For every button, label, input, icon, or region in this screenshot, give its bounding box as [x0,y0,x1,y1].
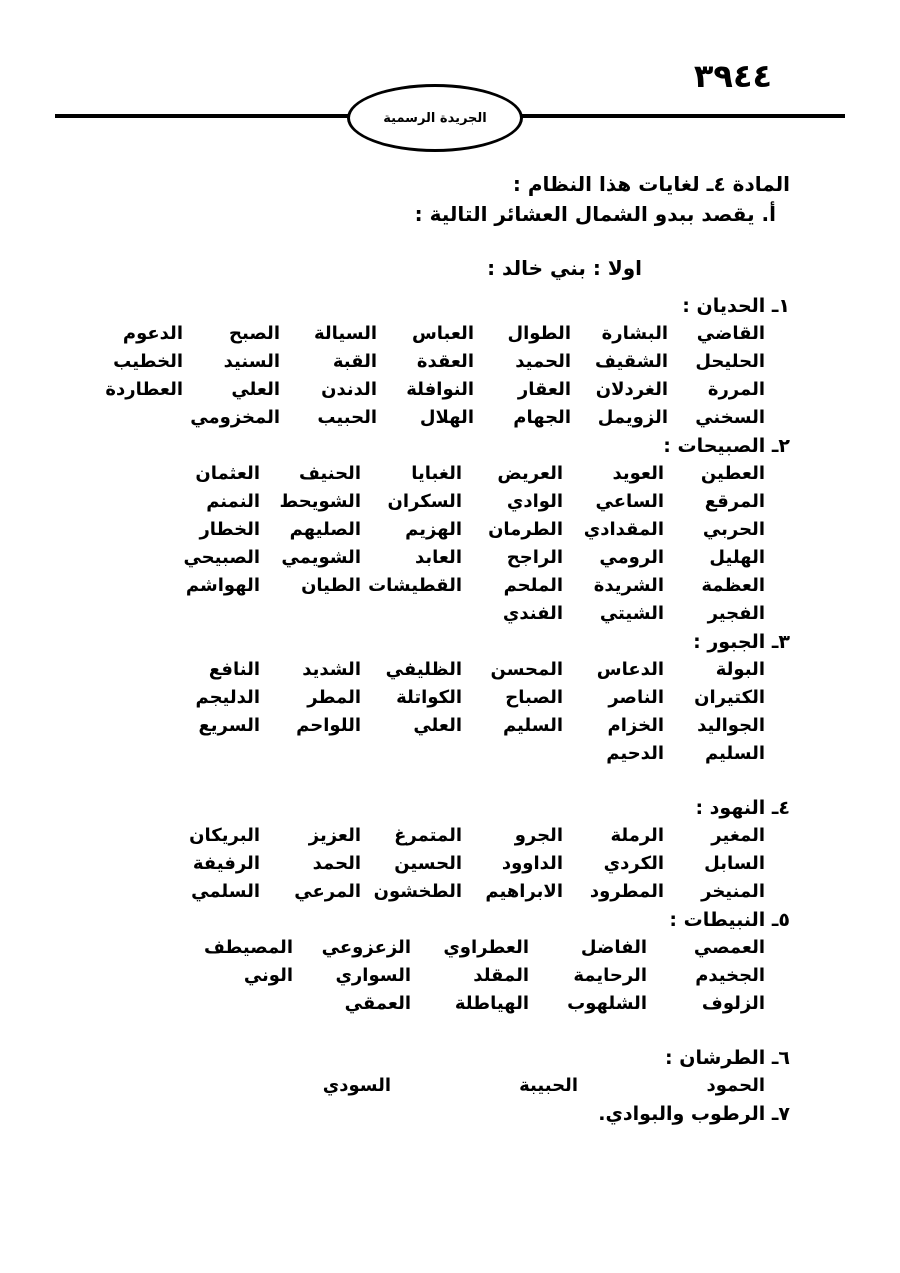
tribe-section [0,432,900,628]
names-row [0,572,765,600]
section-title: ٧ـ الرطوب والبوادي. [598,1103,790,1125]
tribe-name: الجخيدم [695,965,765,986]
tribe-name: الملحم [503,575,563,596]
clause-text: أ. يقصد ببدو الشمال العشائر التالية : [414,202,776,226]
tribe-name: السودي [322,1075,391,1096]
tribe-section [0,1044,900,1100]
tribe-name: المطرود [589,881,664,902]
tribe-name: الشلهوب [567,993,647,1014]
tribe-name: القاضي [696,323,765,344]
tribe-name: النافع [208,659,260,680]
tribe-name: العظمة [701,575,765,596]
tribe-name: الفاضل [580,937,647,958]
names-row [0,488,765,516]
tribe-name: الرملة [610,825,664,846]
tribe-name: السلمي [191,881,260,902]
tribe-name: الابراهيم [485,881,563,902]
tribe-name: المرقع [704,491,765,512]
tribe-name: الرفيفة [192,853,260,874]
tribe-name: السنيد [223,351,280,372]
tribe-name: المررة [707,379,765,400]
tribe-name: الوادي [506,491,563,512]
tribe-name: الشويمي [281,547,361,568]
section-title: ٤ـ النهود : [695,797,790,819]
names-row [0,822,765,850]
article-heading: المادة ٤ـ لغايات هذا النظام : [512,172,790,196]
tribe-name: الخطار [199,519,260,540]
tribe-name: اللواحم [296,715,361,736]
names-row [0,1072,765,1100]
tribe-name: الراجح [506,547,563,568]
tribe-name: المقلد [473,965,529,986]
tribe-name: السواري [335,965,411,986]
names-row [0,990,765,1018]
tribe-section [0,292,900,432]
tribe-name: البريكان [189,825,260,846]
names-row [0,656,765,684]
tribe-section [0,1100,900,1128]
tribe-name: السابل [704,853,765,874]
tribe-section [0,906,900,1018]
tribe-name: الدعوم [122,323,183,344]
tribe-name: الرحايمة [573,965,647,986]
tribe-name: الحمد [312,853,361,874]
tribe-name: العويد [612,463,664,484]
tribe-name: الساعي [595,491,664,512]
tribe-name: المخزومي [190,407,280,428]
tribe-name: الهواشم [185,575,260,596]
names-row [0,516,765,544]
tribe-name: السخني [695,407,765,428]
tribe-name: الدحيم [606,743,664,764]
names-row [0,320,765,348]
page-number: ٣٩٤٤ [693,57,772,95]
tribe-name: الحمود [706,1075,765,1096]
tribe-name: الشويحط [279,491,361,512]
tribe-name: العقدة [416,351,474,372]
tribe-name: الزعزوعي [321,937,411,958]
page-header [0,0,900,162]
tribe-name: الفندي [502,603,563,624]
names-row [0,404,765,432]
tribe-name: الشديد [302,659,361,680]
tribe-name: الشيتي [599,603,664,624]
tribe-name: المحسن [490,659,563,680]
tribe-name: المتمرغ [394,825,462,846]
tribe-name: السريع [198,715,260,736]
tribe-name: الدليجم [195,687,260,708]
names-row [0,934,765,962]
tribe-name: الوني [243,965,293,986]
tribe-section [0,628,900,768]
tribe-name: الحبيبة [519,1075,578,1096]
tribe-name: المقدادي [583,519,664,540]
tribe-name: العلي [231,379,280,400]
tribe-name: الغبايا [411,463,462,484]
tribe-name: الحليحل [695,351,765,372]
tribe-name: العطين [700,463,765,484]
tribe-name: الدعاس [596,659,664,680]
section-title: ٢ـ الصبيحات : [663,435,790,457]
tribe-name: النوافلة [406,379,474,400]
tribe-name: الغردلان [595,379,668,400]
tribe-name: الظليفي [385,659,462,680]
tribe-name: الحربي [702,519,765,540]
tribe-name: الكتيران [694,687,765,708]
names-row [0,460,765,488]
section-title: ٣ـ الجبور : [693,631,790,653]
tribe-sections [0,292,900,1128]
tribe-name: العمصي [693,937,765,958]
tribe-name: الهلال [419,407,474,428]
tribe-name: الصبح [229,323,280,344]
section-title: ١ـ الحديان : [682,295,790,317]
tribe-name: البولة [715,659,765,680]
tribe-name: المغير [711,825,765,846]
names-row [0,376,765,404]
tribe-name: المرعي [294,881,361,902]
tribe-section [0,794,900,906]
tribe-name: الكردي [603,853,664,874]
tribe-name: الحميد [515,351,571,372]
tribe-name: الطخشون [373,881,462,902]
tribe-name: الخطيب [113,351,183,372]
tribe-name: الصبيحي [183,547,260,568]
group-subtitle: اولا : بني خالد : [487,256,642,280]
tribe-name: المطر [307,687,361,708]
tribe-name: القطيشات [368,575,462,596]
tribe-name: الجرو [514,825,563,846]
names-row [0,348,765,376]
tribe-name: الصباح [505,687,563,708]
tribe-name: الحنيف [298,463,361,484]
tribe-name: الفجير [707,603,765,624]
tribe-name: السيالة [313,323,377,344]
tribe-name: العقار [517,379,571,400]
tribe-name: العلي [413,715,462,736]
tribe-name: الشقيف [595,351,668,372]
tribe-name: السليم [502,715,563,736]
tribe-name: الصليهم [289,519,361,540]
tribe-name: الهزيم [405,519,462,540]
names-row [0,684,765,712]
tribe-name: الحبيب [317,407,377,428]
tribe-name: النمنم [206,491,260,512]
tribe-name: الهليل [709,547,765,568]
tribe-name: القبة [332,351,377,372]
tribe-name: العابد [414,547,462,568]
names-row [0,740,765,768]
gazette-badge-label: الجريدة الرسمية [383,110,487,126]
tribe-name: السليم [704,743,765,764]
tribe-name: الشريدة [593,575,664,596]
names-row [0,544,765,572]
tribe-name: البشارة [601,323,668,344]
tribe-name: الدندن [321,379,377,400]
section-title: ٦ـ الطرشان : [665,1047,790,1069]
tribe-name: العطراوي [443,937,529,958]
section-title: ٥ـ النبيطات : [669,909,790,931]
tribe-name: العمقي [344,993,411,1014]
names-row [0,712,765,740]
tribe-name: الحسين [394,853,462,874]
tribe-name: العطاردة [105,379,183,400]
tribe-name: الطوال [507,323,571,344]
tribe-name: الطيان [301,575,361,596]
gazette-badge [347,84,523,152]
tribe-name: المنيخر [701,881,765,902]
names-row [0,962,765,990]
names-row [0,600,765,628]
names-row [0,850,765,878]
tribe-name: المصيطف [203,937,293,958]
tribe-name: الزويمل [597,407,668,428]
tribe-name: الداوود [501,853,563,874]
tribe-name: الرومي [599,547,664,568]
tribe-name: العثمان [195,463,260,484]
tribe-name: العزيز [308,825,361,846]
tribe-name: الجهام [513,407,571,428]
tribe-name: العريض [497,463,563,484]
tribe-name: الخزام [607,715,664,736]
tribe-name: العباس [411,323,474,344]
tribe-name: الطرمان [488,519,563,540]
tribe-name: الجواليد [697,715,765,736]
names-row [0,878,765,906]
tribe-name: السكران [387,491,462,512]
tribe-name: الكواتلة [396,687,462,708]
tribe-name: الهياطلة [454,993,529,1014]
tribe-name: الناصر [608,687,664,708]
tribe-name: الزلوف [701,993,765,1014]
